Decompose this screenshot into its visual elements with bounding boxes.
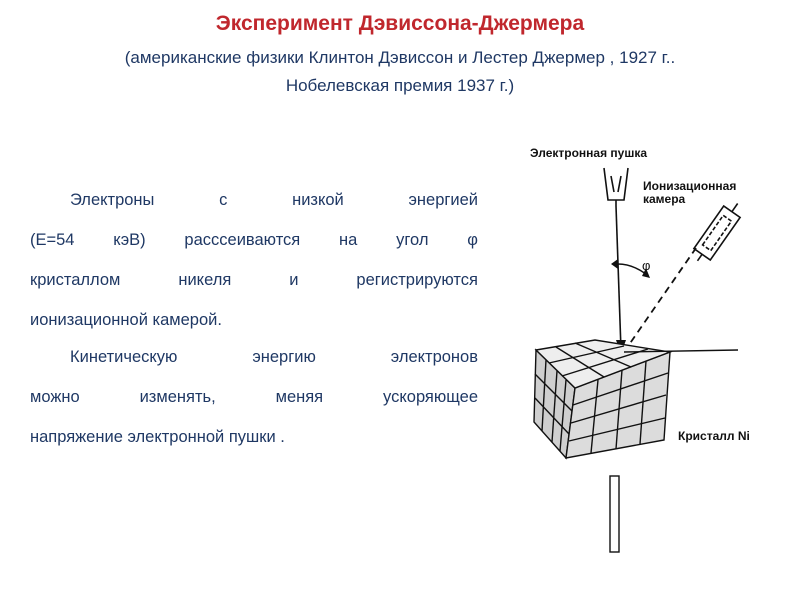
- incident-beam: [616, 206, 621, 350]
- paragraph-2-line: Кинетическую энергию электронов: [70, 348, 478, 366]
- paragraph-1-line: (E=54 кэВ) расссеиваются на угол φ: [30, 231, 478, 249]
- ionization-chamber-icon: [689, 198, 746, 267]
- davisson-germer-diagram: [500, 140, 790, 560]
- crystal-mount-rod: [610, 476, 619, 552]
- chamber-label-line-1: Ионизационная: [643, 179, 737, 193]
- paragraph-2-line: напряжение электронной пушки .: [30, 428, 285, 446]
- paragraph-1: [30, 180, 478, 340]
- paragraph-2-line: можно изменять, меняя ускоряющее: [30, 388, 478, 406]
- paragraph-1-line: Электроны с низкой энергией: [70, 191, 478, 209]
- angle-label: φ: [642, 258, 651, 273]
- subtitle-line-1: (американские физики Клинтон Дэвиссон и Лестер Джермер , 1927 г..: [124, 48, 676, 67]
- paragraph-1-line: кристаллом никеля и регистрируются: [30, 271, 478, 289]
- angle-arrow-left: [611, 259, 618, 269]
- crystal-label: Кристалл Ni: [678, 429, 750, 443]
- electron-gun-label: Электронная пушка: [530, 146, 648, 160]
- chamber-label-line-2: камера: [643, 192, 686, 206]
- nickel-crystal-icon: [534, 340, 670, 458]
- scattered-beam: [624, 248, 696, 352]
- slide-title: Эксперимент Дэвиссона-Джермера: [215, 12, 585, 35]
- electron-gun-icon: [604, 168, 628, 206]
- paragraph-2: [30, 337, 478, 457]
- subtitle-line-2: Нобелевская премия 1937 г.): [285, 76, 515, 95]
- paragraph-1-line: ионизационной камерой.: [30, 311, 222, 329]
